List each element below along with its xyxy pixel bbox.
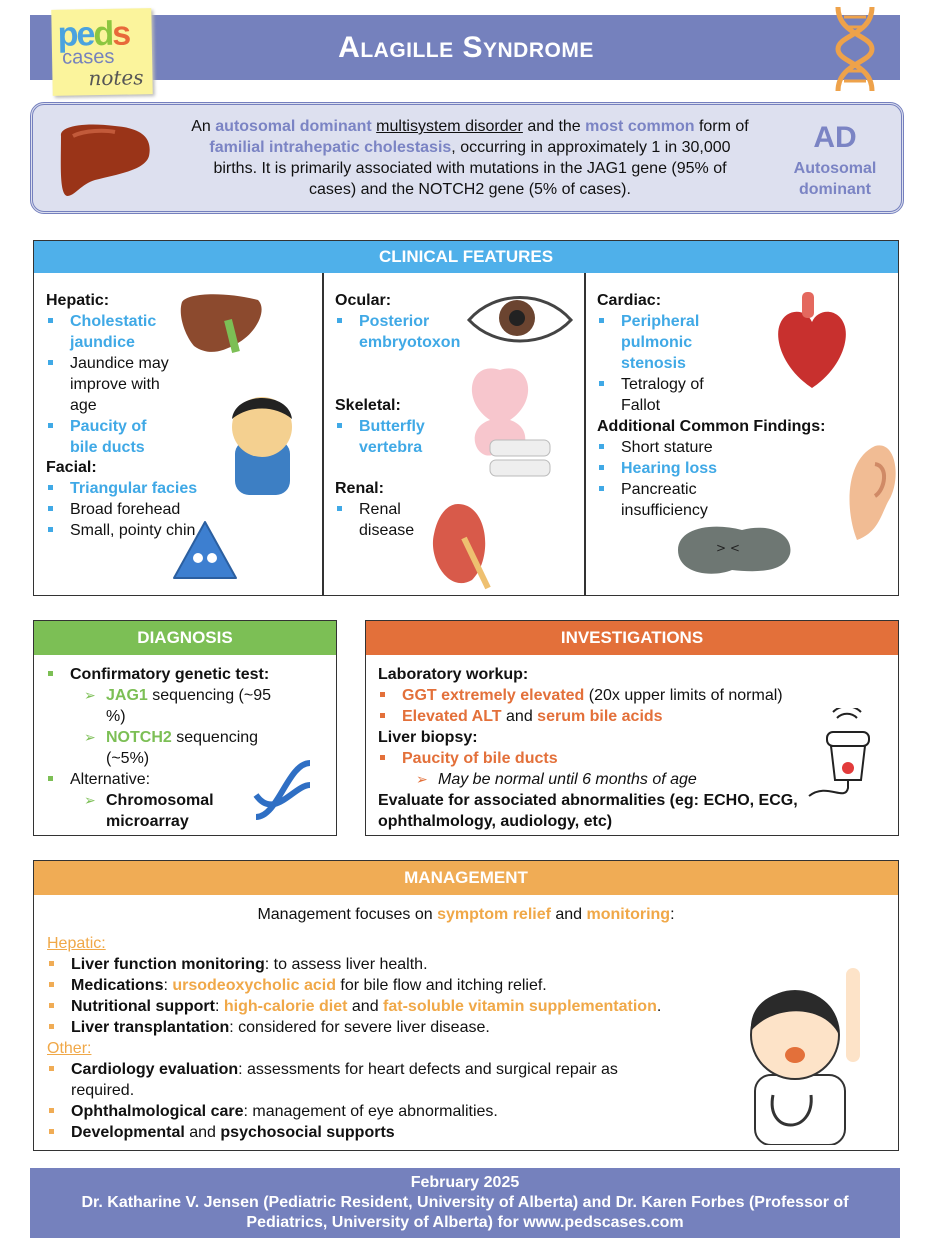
intro-text (190, 116, 750, 200)
text-segment: Short stature (621, 439, 713, 456)
additional-title: Additional Common Findings: (597, 418, 826, 435)
kidney-illustration (428, 498, 498, 590)
list-item (597, 479, 737, 521)
highlighted-text: fat-soluble vitamin supplementation (383, 998, 657, 1015)
text-segment: (20x upper limits of normal) (584, 687, 783, 704)
hepatic-features (46, 290, 176, 458)
highlighted-text: symptom relief (437, 906, 551, 923)
highlighted-text: Cholestatic jaundice (70, 313, 157, 351)
list-item (47, 954, 727, 975)
list-item (46, 664, 291, 685)
highlighted-text: most common (585, 118, 695, 135)
text-segment: and (501, 708, 538, 725)
text-segment: psychosocial supports (220, 1124, 395, 1141)
list-item (46, 416, 176, 458)
text-segment: Ophthalmological care (71, 1103, 244, 1120)
column-divider (584, 273, 586, 595)
diagnosis-header: DIAGNOSIS (34, 621, 336, 655)
highlighted-text: ursodeoxycholic acid (172, 977, 336, 994)
additional-features (597, 416, 867, 521)
text-segment: for bile flow and itching relief. (335, 977, 547, 994)
list-item (335, 416, 445, 458)
text-segment: : (670, 906, 675, 923)
list-item (46, 353, 176, 416)
svg-text:> <: > < (716, 541, 740, 555)
cardiac-title: Cardiac: (597, 292, 662, 309)
liver-icon (55, 122, 155, 200)
text-segment: May be normal until 6 months of age (438, 771, 697, 788)
text-segment: Liver transplantation (71, 1019, 230, 1036)
additional-list (597, 437, 737, 521)
text-segment: Alternative: (70, 771, 151, 788)
text-segment: Renal disease (359, 501, 415, 539)
highlighted-text: autosomal dominant (215, 118, 372, 135)
list-item (47, 996, 727, 1017)
text-segment: Liver function monitoring (71, 956, 265, 973)
investigations-content (378, 664, 838, 832)
cardiac-features (597, 290, 747, 416)
highlighted-text: NOTCH2 (106, 729, 172, 746)
highlighted-text: monitoring (586, 906, 671, 923)
hepatic-title: Hepatic: (46, 292, 110, 309)
skeletal-list (335, 416, 445, 458)
text-segment: : to assess liver health. (264, 956, 428, 973)
list-item (378, 664, 838, 685)
list-item (47, 1122, 647, 1143)
list-item (47, 1101, 647, 1122)
ocular-list (335, 311, 485, 353)
text-segment: and (347, 998, 384, 1015)
text-segment: multisystem disorder (376, 118, 523, 135)
renal-features (335, 478, 435, 541)
facial-title: Facial: (46, 459, 97, 476)
dna-icon (828, 5, 882, 93)
footer-date: February 2025 (410, 1174, 520, 1191)
text-segment: Pancreatic insufficiency (621, 481, 708, 519)
logo-text-peds: peds (57, 14, 130, 54)
page-title: Alagille Syndrome (338, 31, 594, 64)
list-item (378, 748, 838, 769)
management-header: MANAGEMENT (34, 861, 898, 895)
text-segment: : considered for severe liver disease. (229, 1019, 490, 1036)
doctor-illustration (725, 955, 885, 1145)
skeletal-features (335, 395, 445, 458)
highlighted-text: high-calorie diet (223, 998, 348, 1015)
text-segment: and the (522, 118, 586, 135)
text-segment: : (163, 977, 173, 994)
text-segment: Developmental (71, 1124, 185, 1141)
investigations-list (378, 664, 838, 832)
highlighted-text: Posterior embryotoxon (359, 313, 461, 351)
highlighted-text: Triangular facies (70, 480, 198, 497)
footer-credits: Dr. Katharine V. Jensen (Pediatric Resident, University of Alberta) and Dr. Karen Forbes (Professor of Pediatrics, University of Alberta) for www.pedscases.com (81, 1194, 849, 1231)
management-other-title: Other: (47, 1040, 92, 1057)
ocular-title: Ocular: (335, 292, 392, 309)
highlighted-text: Elevated ALT (402, 708, 502, 725)
skeletal-title: Skeletal: (335, 397, 401, 414)
list-item (335, 499, 435, 541)
highlighted-text: Hearing loss (621, 460, 718, 477)
logo-text-notes: notes (88, 65, 144, 91)
text-segment: Confirmatory genetic test: (70, 666, 270, 683)
list-item (597, 311, 747, 374)
badge-label: Autosomal dominant (793, 160, 877, 198)
renal-list (335, 499, 435, 541)
hepatic-list (46, 311, 176, 458)
management-hepatic-list (47, 954, 727, 1038)
badge-abbr: AD (813, 121, 857, 154)
ocular-features (335, 290, 485, 353)
text-segment: Chromosomal microarray (106, 792, 214, 830)
column-divider (322, 273, 324, 595)
text-segment: Nutritional support (71, 998, 215, 1015)
text-segment: Broad forehead (70, 501, 181, 518)
triangle-face-illustration (170, 518, 240, 582)
text-segment: Medications (71, 977, 164, 994)
highlighted-text: serum bile acids (537, 708, 663, 725)
text-segment: Liver biopsy: (378, 729, 478, 746)
highlighted-text: Paucity of bile ducts (402, 750, 558, 767)
text-segment: sequencing (~5%) (106, 729, 259, 767)
pancreas-illustration (672, 518, 797, 580)
ear-illustration (845, 440, 900, 545)
text-segment: Evaluate for associated abnormalities (eg: ECHO, ECG, ophthalmology, audiology, etc) (378, 792, 798, 830)
text-segment: Laboratory workup: (378, 666, 529, 683)
list-item (597, 458, 737, 479)
text-segment: and (550, 906, 587, 923)
management-intro (34, 904, 898, 925)
pedscases-logo (51, 8, 152, 96)
list-item (47, 1059, 647, 1101)
text-segment: . (656, 998, 662, 1015)
list-item (597, 374, 747, 416)
cardiac-list (597, 311, 747, 416)
list-item (378, 706, 838, 727)
list-item (46, 311, 176, 353)
highlighted-text: familial intrahepatic cholestasis (209, 139, 452, 156)
text-segment: sequencing (~95 %) (106, 687, 271, 725)
text-segment: Cardiology evaluation (71, 1061, 239, 1078)
text-segment: An (191, 118, 216, 135)
investigations-header: INVESTIGATIONS (366, 621, 898, 655)
list-item (47, 1017, 727, 1038)
list-item (378, 790, 838, 832)
text-segment: : management of eye abnormalities. (243, 1103, 498, 1120)
text-segment: : (214, 998, 224, 1015)
highlighted-text: Butterfly vertebra (359, 418, 425, 456)
list-item (378, 727, 838, 748)
text-segment: Tetralogy of Fallot (621, 376, 704, 414)
highlighted-text: Paucity of bile ducts (70, 418, 147, 456)
highlighted-text: GGT extremely elevated (402, 687, 585, 704)
text-segment: Jaundice may improve with age (70, 355, 169, 414)
heart-illustration (772, 288, 852, 393)
list-item (46, 499, 221, 520)
text-segment: : assessments for heart defects and surgical repair as required. (71, 1061, 618, 1099)
renal-title: Renal: (335, 480, 384, 497)
eye-illustration (465, 290, 575, 348)
logo-text-cases: cases (61, 45, 115, 69)
text-segment: and (184, 1124, 221, 1141)
text-segment: form of (694, 118, 749, 135)
jaundiced-child-illustration (205, 385, 320, 500)
list-item (47, 975, 727, 996)
highlighted-text: Peripheral pulmonic stenosis (621, 313, 700, 372)
butterfly-vertebra-illustration (440, 360, 560, 490)
highlighted-text: JAG1 (106, 687, 148, 704)
inheritance-badge (780, 118, 890, 200)
text-segment: Small, pointy chin (70, 522, 196, 539)
clinical-features-header: CLINICAL FEATURES (34, 241, 898, 273)
text-segment: , occurring in approximately 1 in 30,000 births. It is primarily associated with mutations in the JAG1 gene (95% of cases) and the NOTCH2 gene (5% of cases). (213, 139, 731, 198)
footer (30, 1168, 900, 1238)
list-item (335, 311, 485, 353)
list-item (46, 685, 291, 727)
list-item (378, 769, 838, 790)
dna-helix-illustration (248, 755, 318, 825)
list-item (46, 478, 221, 499)
management-hepatic-title: Hepatic: (47, 935, 106, 952)
text-segment: Management focuses on (257, 906, 438, 923)
list-item (378, 685, 838, 706)
management-other-list (47, 1059, 647, 1143)
management-content (47, 933, 727, 1143)
liver-illustration (178, 290, 268, 360)
list-item (597, 437, 737, 458)
ultrasound-probe-icon (805, 708, 885, 808)
